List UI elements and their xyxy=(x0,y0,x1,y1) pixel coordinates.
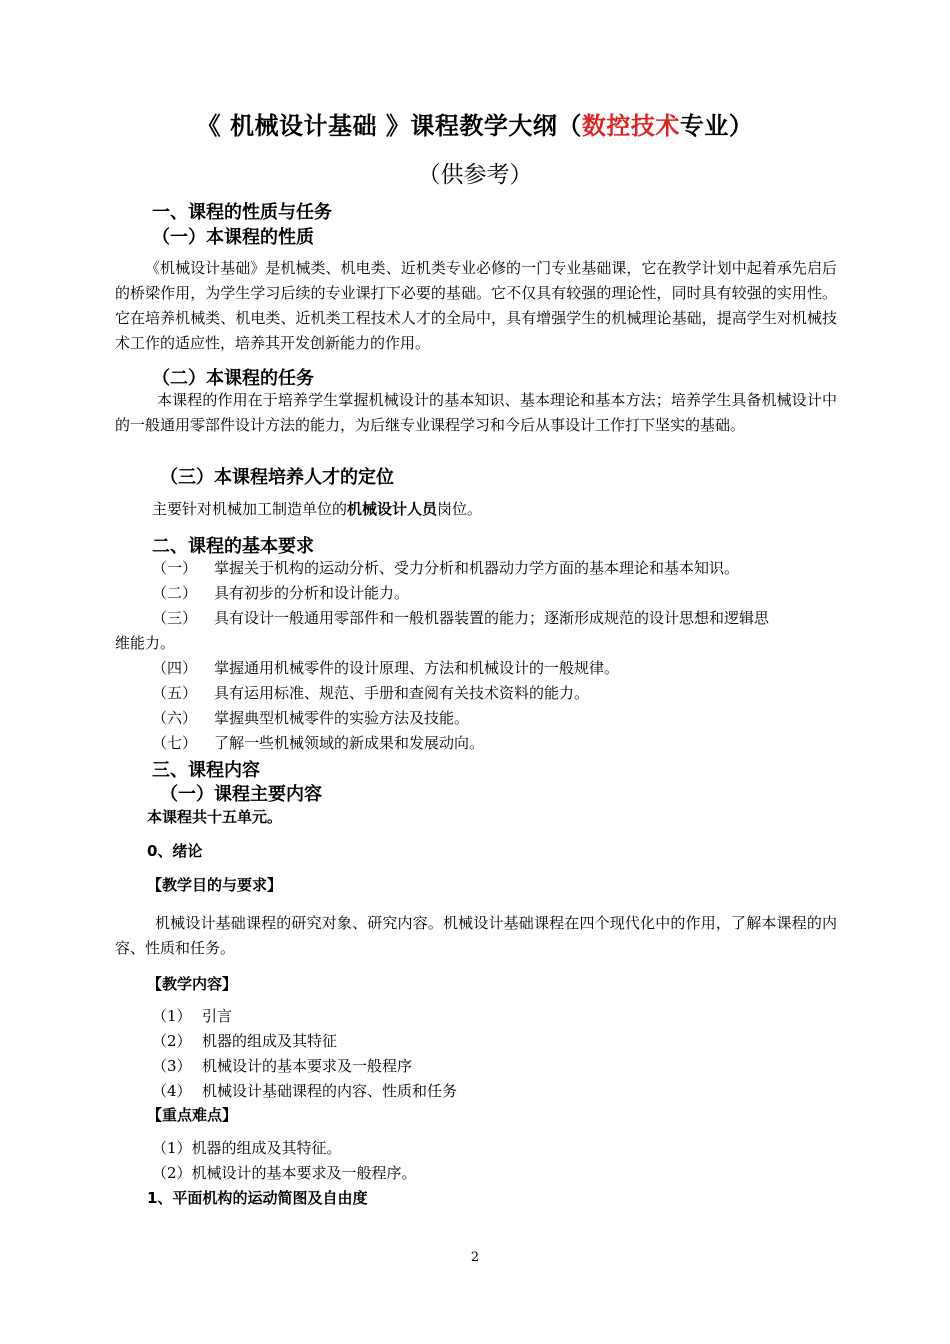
p3-bold: 机械设计人员 xyxy=(347,500,438,518)
page-number: 2 xyxy=(470,1250,480,1265)
goals-heading: 【教学目的与要求】 xyxy=(147,876,283,894)
key-point-item: （1）机器的组成及其特征。 xyxy=(152,1139,342,1157)
p3-pre: 主要针对机械加工制造单位的 xyxy=(152,500,348,518)
section1-heading: 一、课程的性质与任务 xyxy=(152,202,332,223)
unit0-heading: 0、绪论 xyxy=(147,842,203,860)
unit1-heading: 1、平面机构的运动简图及自由度 xyxy=(147,1189,368,1207)
key-points-heading: 【重点难点】 xyxy=(147,1106,238,1124)
section1-paragraph3 xyxy=(152,498,482,519)
content-item: （4） 机械设计基础课程的内容、性质和任务 xyxy=(152,1082,458,1100)
document-subtitle: （供参考） xyxy=(417,162,533,188)
p3-post: 岗位。 xyxy=(437,500,483,518)
goals-paragraph: 机械设计基础课程的研究对象、研究内容。机械设计基础课程在四个现代化中的作用，了解本课程的内容、性质和任务。 xyxy=(115,914,837,957)
content-item: （2） 机器的组成及其特征 xyxy=(152,1032,338,1050)
requirement-item: （五） 具有运用标准、规范、手册和查阅有关技术资料的能力。 xyxy=(152,684,590,702)
content-item: （1） 引言 xyxy=(152,1007,233,1025)
section1-sub2-heading: （二）本课程的任务 xyxy=(152,368,314,389)
requirement-item-continuation: 维能力。 xyxy=(115,634,176,652)
requirement-item: （六） 掌握典型机械零件的实验方法及技能。 xyxy=(152,709,470,727)
key-point-item: （2）机械设计的基本要求及一般程序。 xyxy=(152,1164,417,1182)
section1-sub1-heading: （一）本课程的性质 xyxy=(152,227,314,248)
requirement-item: （二） 具有初步的分析和设计能力。 xyxy=(152,584,410,602)
title-suffix: 专业） xyxy=(679,112,754,140)
section2-heading: 二、课程的基本要求 xyxy=(152,536,314,557)
requirement-item: （一） 掌握关于机构的运动分析、受力分析和机器动力学方面的基本理论和基本知识。 xyxy=(152,559,740,577)
title-highlight: 数控技术 xyxy=(581,112,680,140)
title-prefix: 《 机械设计基础 》课程教学大纲（ xyxy=(196,112,582,140)
document-title xyxy=(0,106,950,141)
requirement-item: （七） 了解一些机械领域的新成果和发展动向。 xyxy=(152,734,485,752)
section1-paragraph2: 本课程的作用在于培养学生掌握机械设计的基本知识、基本理论和基本方法；培养学生具备机械设计中的一般通用零部件设计方法的能力，为后继专业课程学习和今后从事设计工作打下坚实的基础。 xyxy=(115,391,837,434)
section1-paragraph1: 《机械设计基础》是机械类、机电类、近机类专业必修的一门专业基础课，它在教学计划中起着承先启后的桥梁作用，为学生学习后续的专业课打下必要的基础。它不仅具有较强的理论性，同时具有较强的实用性。它在培养机械类、机电类、近机类工程技术人才的全局中，具有增强学生的机械理论基础，提高学生对机械技术工作的适应性，培养其开发创新能力的作用。 xyxy=(115,259,837,352)
content-heading: 【教学内容】 xyxy=(147,975,238,993)
section3-sub1-heading: （一）课程主要内容 xyxy=(160,784,322,805)
section1-sub3-heading: （三）本课程培养人才的定位 xyxy=(160,467,394,488)
requirement-item: （四） 掌握通用机械零件的设计原理、方法和机械设计的一般规律。 xyxy=(152,659,620,677)
requirement-item: （三） 具有设计一般通用零部件和一般机器装置的能力；逐渐形成规范的设计思想和逻辑思 xyxy=(152,609,770,627)
content-item: （3） 机械设计的基本要求及一般程序 xyxy=(152,1057,413,1075)
unit-count: 本课程共十五单元。 xyxy=(147,808,283,826)
section3-heading: 三、课程内容 xyxy=(152,760,260,781)
